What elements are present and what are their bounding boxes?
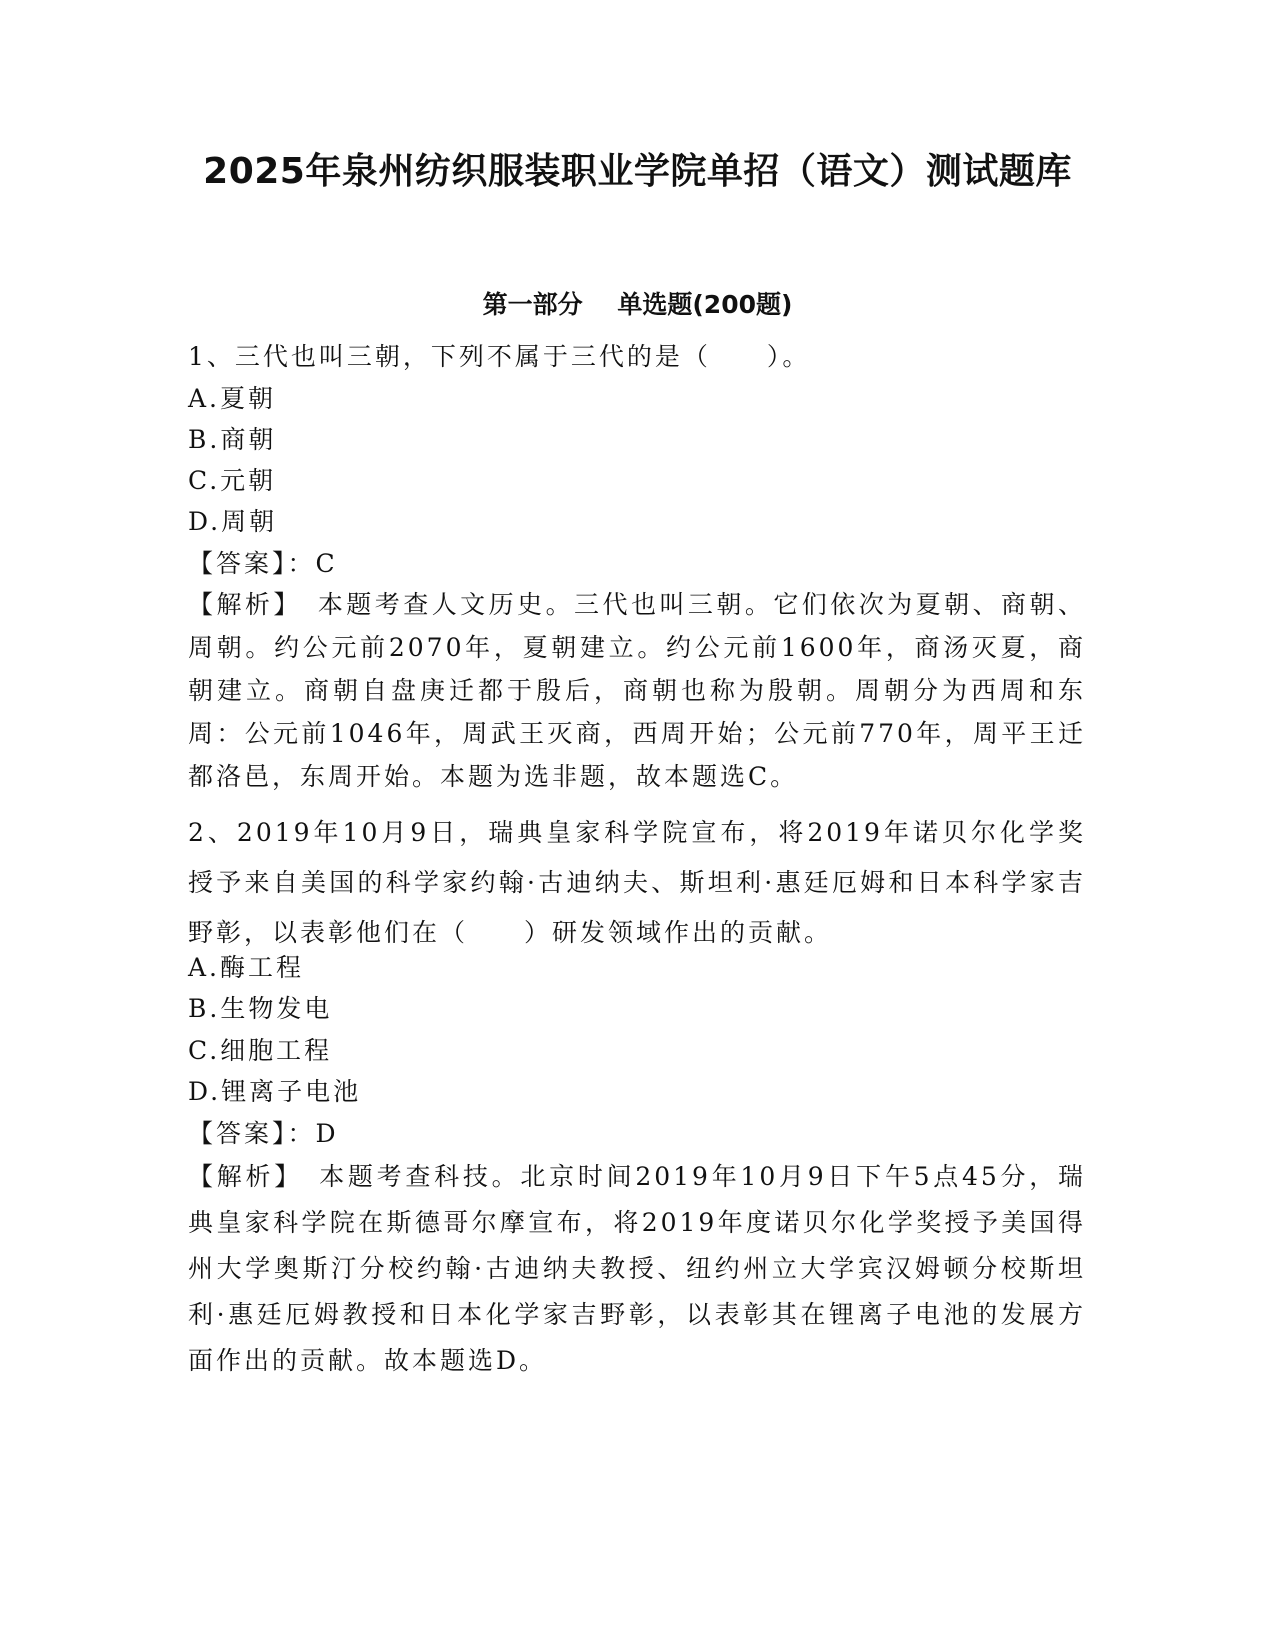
question-1-option-a: A.夏朝 [188,384,277,413]
question-1-explanation: 【解析】 本题考查人文历史。三代也叫三朝。它们依次为夏朝、商朝、周朝。约公元前2070年，夏朝建立。约公元前1600年，商汤灭夏，商朝建立。商朝自盘庚迁都于殷后，商朝也称为殷朝。周朝分为西周和东周：公元前1046年，周武王灭商，西周开始；公元前770年，周平王迁都洛邑，东周开始。本题为选非题，故本题选C。 [188,590,1086,791]
question-1-stem: 1、三代也叫三朝，下列不属于三代的是（ ）。 [188,342,811,371]
question-2-option-a: A.酶工程 [188,953,305,982]
question-2-stem: 2、2019年10月9日，瑞典皇家科学院宣布，将2019年诺贝尔化学奖授予来自美国的科学家约翰·古迪纳夫、斯坦利·惠廷厄姆和日本科学家吉野彰，以表彰他们在（ ）研发领域作出的贡献。 [188,818,1086,947]
question-2-option-d: D.锂离子电池 [188,1077,362,1106]
question-2-option-c: C.细胞工程 [188,1036,333,1065]
section-title: 第一部分 单选题(200题) [482,290,793,319]
question-1-option-c: C.元朝 [188,466,277,495]
question-1-answer: 【答案】：C [188,549,338,578]
question-1-option-b: B.商朝 [188,425,277,454]
question-1-option-d: D.周朝 [188,507,278,536]
question-2-option-b: B.生物发电 [188,994,333,1023]
document-title: 2025年泉州纺织服装职业学院单招（语文）测试题库 [203,151,1072,192]
question-2-explanation: 【解析】 本题考查科技。北京时间2019年10月9日下午5点45分，瑞典皇家科学院在斯德哥尔摩宣布，将2019年度诺贝尔化学奖授予美国得州大学奥斯汀分校约翰·古迪纳夫教授、纽约州立大学宾汉姆顿分校斯坦利·惠廷厄姆教授和日本化学家吉野彰，以表彰其在锂离子电池的发展方面作出的贡献。故本题选D。 [188,1162,1086,1375]
question-2-answer: 【答案】：D [188,1119,339,1148]
